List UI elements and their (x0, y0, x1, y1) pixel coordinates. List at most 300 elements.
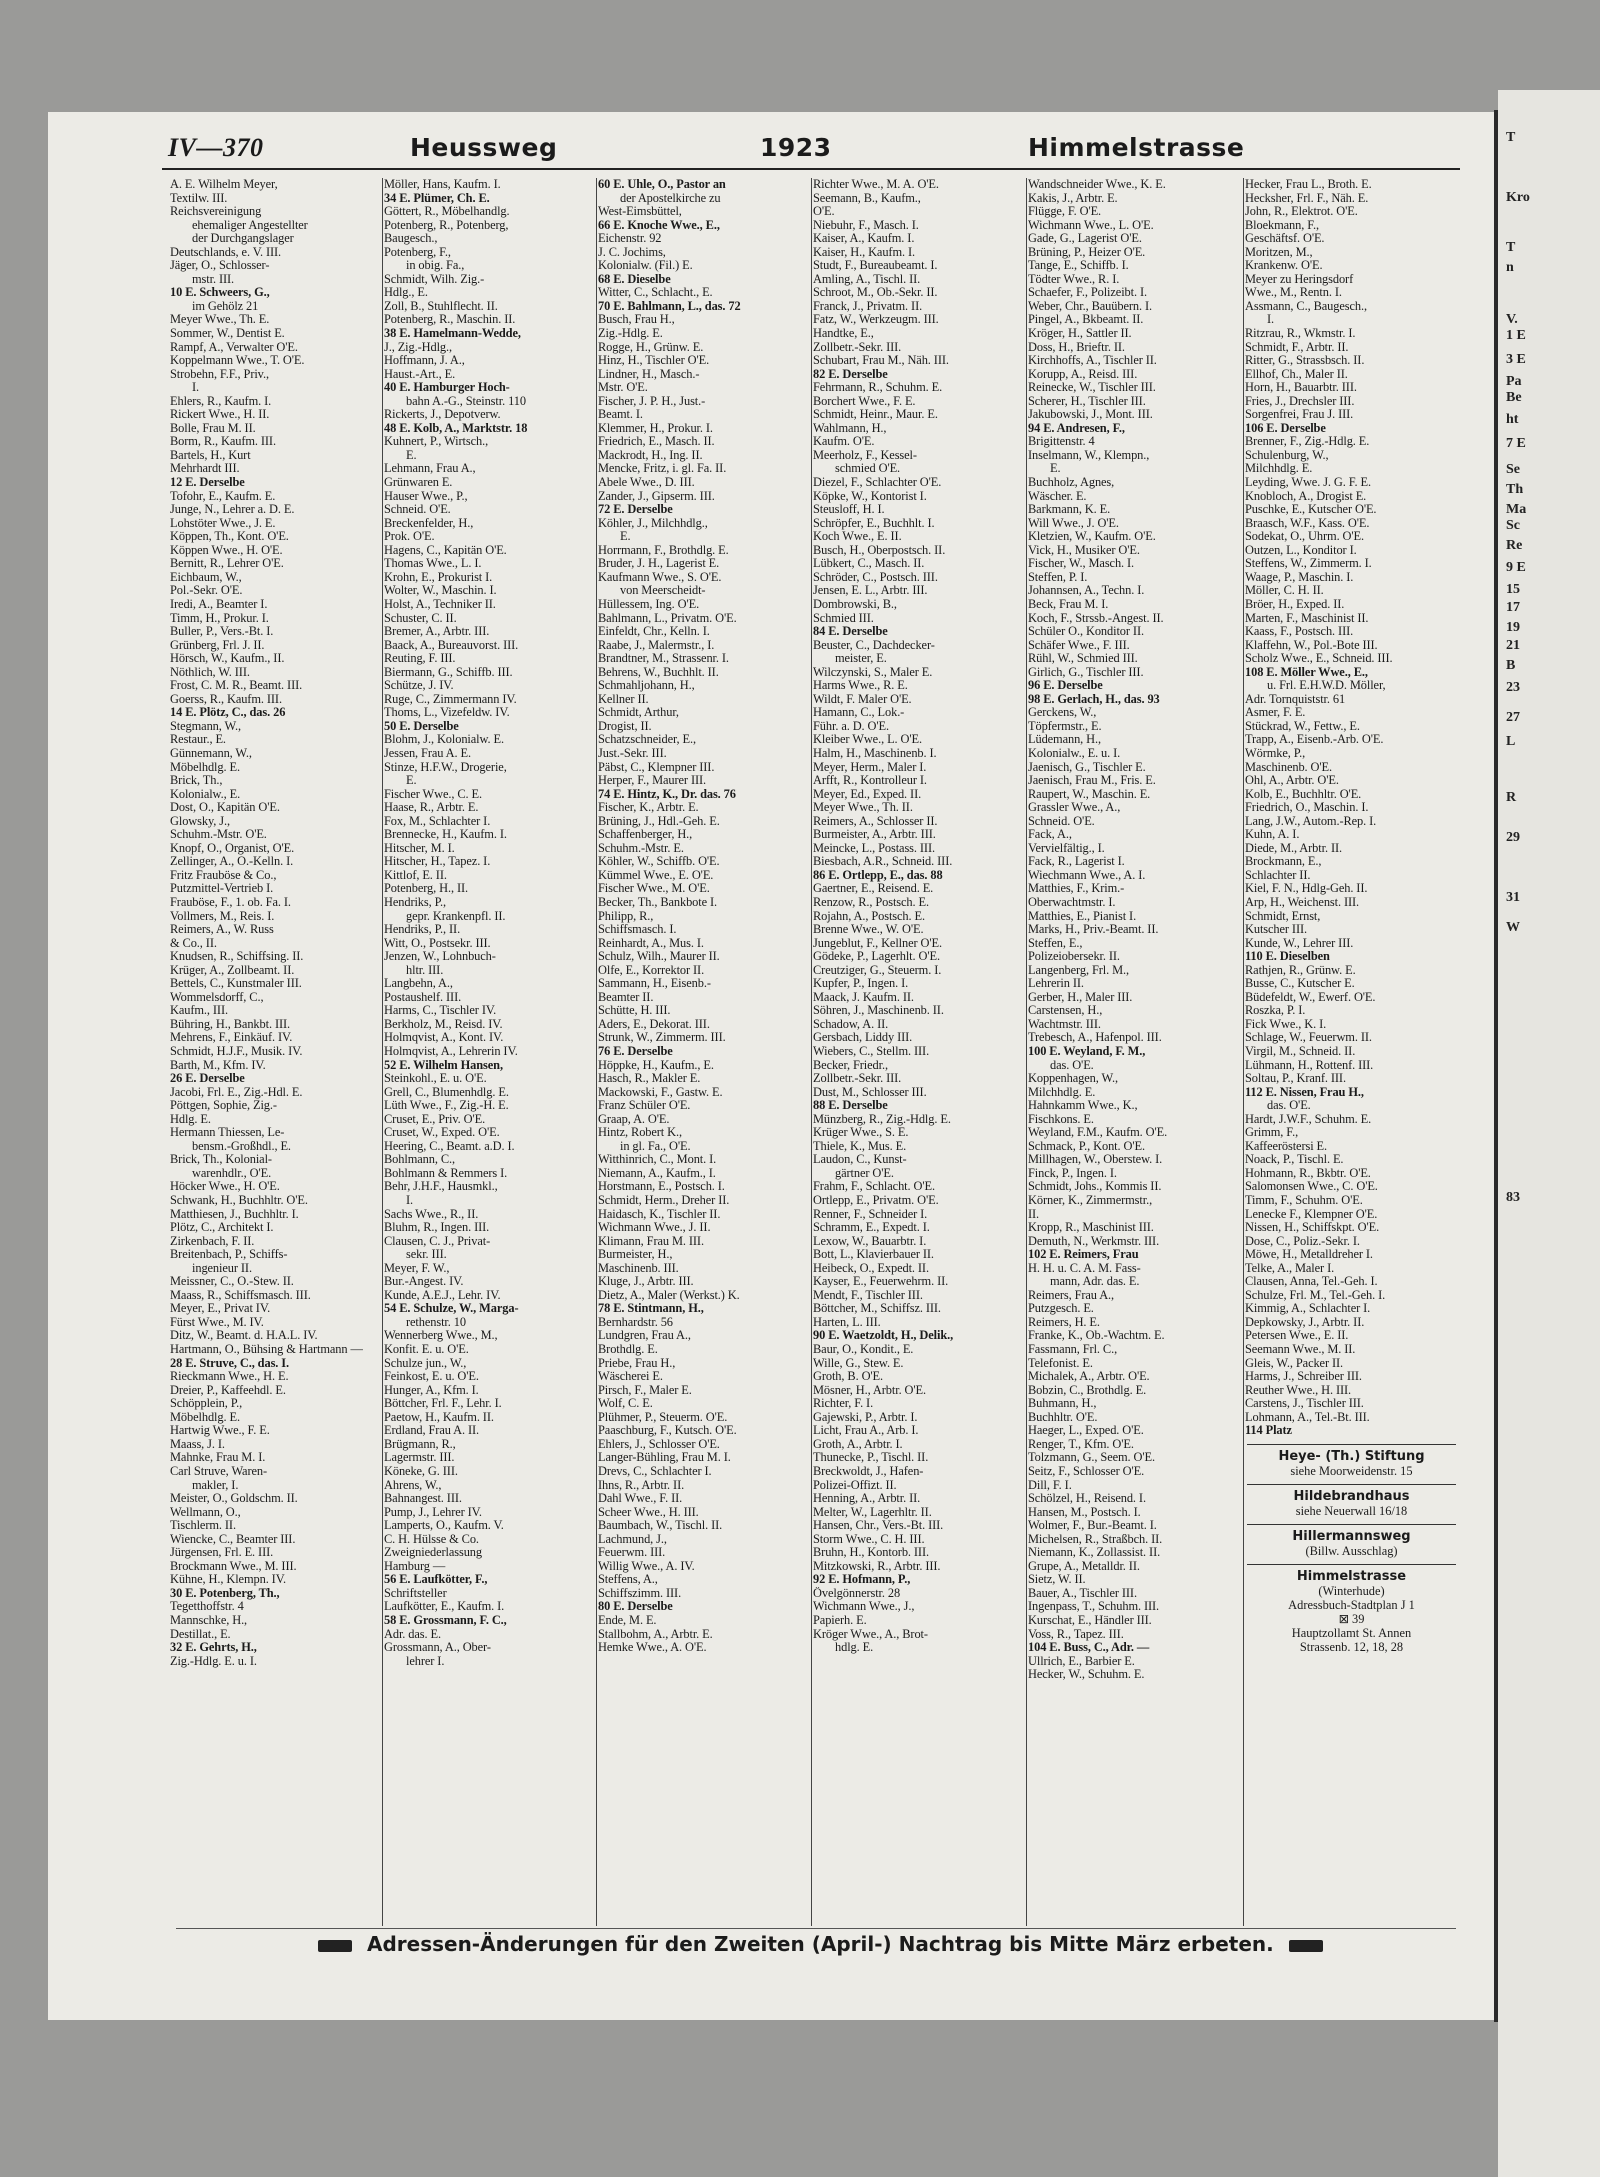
directory-entry: Hecker, W., Schuhm. E. (1028, 1668, 1145, 1682)
footer-notice (310, 1932, 1300, 1962)
directory-entry: Prok. O'E. (384, 530, 435, 544)
directory-entry: E. (406, 774, 417, 788)
directory-entry: Bröer, H., Exped. II. (1245, 597, 1345, 611)
directory-entry: Dietz, A., Maler (Werkst.) K. (598, 1288, 740, 1302)
directory-entry: 26 E. Derselbe (170, 1072, 245, 1086)
directory-entry: Waage, P., Maschin. I. (1245, 570, 1354, 584)
directory-entry: Willig Wwe., A. IV. (598, 1559, 695, 1573)
directory-entry: Rathjen, R., Grünw. E. (1245, 963, 1356, 977)
adjacent-page-fragment: Se (1506, 462, 1520, 477)
directory-entry: Gajewski, P., Arbtr. I. (813, 1410, 918, 1424)
directory-entry: 34 E. Plümer, Ch. E. (384, 191, 490, 205)
directory-entry: Marten, F., Maschinist II. (1245, 611, 1369, 625)
directory-entry: Wiechmann Wwe., A. I. (1028, 868, 1146, 882)
directory-entry: Carstensen, H., (1028, 1004, 1103, 1018)
directory-entry: Schaefer, F., Polizeibt. I. (1028, 286, 1147, 300)
directory-entry: Schröpfer, E., Buchhlt. I. (813, 516, 935, 530)
directory-entry: Inselmann, W., Klempn., (1028, 448, 1150, 462)
directory-entry: 96 E. Derselbe (1028, 679, 1103, 693)
directory-entry: bensm.-Großhdl., E. (192, 1139, 291, 1153)
directory-entry: Hagens, C., Kapitän O'E. (384, 543, 507, 557)
directory-entry: Doss, H., Brieftr. II. (1028, 340, 1125, 354)
directory-entry: Grupe, A., Metalldr. II. (1028, 1559, 1140, 1573)
info-box-title: Heye- (Th.) Stiftung (1278, 1448, 1425, 1464)
directory-entry: Nöthlich, W. III. (170, 665, 250, 679)
directory-entry: Plötz, C., Architekt I. (170, 1221, 274, 1235)
directory-entry: der Durchgangslager (192, 232, 294, 246)
directory-entry: Rickert Wwe., H. II. (170, 408, 270, 422)
directory-entry: Thunecke, P., Tischl. II. (813, 1451, 929, 1465)
directory-entry: Postaushelf. III. (384, 990, 462, 1004)
directory-entry: Reuther Wwe., H. III. (1245, 1383, 1352, 1397)
directory-entry: Hartmann, O., Bühsing & Hartmann — (170, 1343, 363, 1357)
directory-entry: E. (1050, 462, 1061, 476)
directory-entry: Bur.-Angest. IV. (384, 1275, 464, 1289)
directory-entry: Will Wwe., J. O'E. (1028, 516, 1119, 530)
directory-entry: Dreier, P., Kaffeehdl. E. (170, 1383, 286, 1397)
directory-entry: Ditz, W., Beamt. d. H.A.L. IV. (170, 1329, 318, 1343)
directory-entry: Fries, J., Drechsler III. (1245, 394, 1355, 408)
directory-entry: Fritz Frauböse & Co., (170, 868, 277, 882)
directory-entry: Ende, M. E. (598, 1613, 657, 1627)
directory-entry: Johannsen, A., Techn. I. (1028, 584, 1145, 598)
directory-entry: Textilw. III. (170, 191, 228, 205)
directory-entry: Rojahn, A., Postsch. E. (813, 909, 925, 923)
directory-entry: Reinecke, W., Tischler III. (1028, 381, 1156, 395)
directory-entry: Schatzschneider, E., (598, 733, 696, 747)
directory-entry: Lohmann, A., Tel.-Bt. III. (1245, 1410, 1370, 1424)
directory-entry: Köppen Wwe., H. O'E. (170, 543, 283, 557)
directory-entry: 50 E. Derselbe (384, 719, 459, 733)
directory-entry: Fassmann, Frl. C., (1028, 1343, 1118, 1357)
directory-entry: Kunde, A.E.J., Lehr. IV. (384, 1288, 501, 1302)
directory-entry: Iredi, A., Beamter I. (170, 597, 268, 611)
directory-entry: Glowsky, J., (170, 814, 230, 828)
directory-entry: Schulze, Frl. M., Tel.-Geh. I. (1245, 1288, 1386, 1302)
directory-entry: mstr. III. (192, 272, 235, 286)
directory-entry: Salomonsen Wwe., C. O'E. (1245, 1180, 1378, 1194)
directory-entry: Schramm, E., Expedt. I. (813, 1221, 930, 1235)
directory-entry: Möller, Hans, Kaufm. I. (384, 178, 501, 191)
directory-entry: Behrens, W., Buchhlt. II. (598, 665, 719, 679)
directory-entry: Kutscher III. (1245, 923, 1308, 937)
directory-entry: Brockmann, E., (1245, 855, 1322, 869)
directory-entry: Franz Schüler O'E. (598, 1099, 691, 1113)
directory-entry: Potenberg, H., II. (384, 882, 469, 896)
directory-entry: Feinkost, E. u. O'E. (384, 1370, 479, 1384)
directory-entry: Dombrowski, B., (813, 597, 897, 611)
directory-entry: C. H. Hülsse & Co. (384, 1532, 479, 1546)
directory-entry: Pingel, A., Bkbeamt. II. (1028, 313, 1144, 327)
directory-entry: Assmann, C., Baugesch., (1245, 299, 1367, 313)
directory-entry: Philipp, R., (598, 909, 654, 923)
directory-entry: makler, I. (192, 1478, 239, 1492)
directory-entry: Reimers, A., Schlosser II. (813, 814, 938, 828)
adjacent-page-fragment: 31 (1506, 890, 1520, 905)
directory-entry: Bloekmann, F., (1245, 218, 1320, 232)
directory-entry: Sammann, H., Eisenb.- (598, 977, 711, 991)
directory-entry: Mackrodt, H., Ing. II. (598, 448, 703, 462)
directory-entry: Matthies, E., Pianist I. (1028, 909, 1137, 923)
directory-entry: J. C. Jochims, (598, 245, 666, 259)
column-6 (1243, 178, 1460, 1926)
directory-entry: Arp, H., Weichenst. III. (1245, 895, 1360, 909)
directory-entry: Hörsch, W., Kaufm., II. (170, 652, 285, 666)
directory-entry: Baur, O., Kondit., E. (813, 1343, 914, 1357)
directory-entry: Weber, Chr., Bauübern. I. (1028, 299, 1153, 313)
directory-entry: Gerber, H., Maler III. (1028, 990, 1133, 1004)
adjacent-page-fragment: Pa (1506, 374, 1522, 389)
directory-entry: Reuting, F. III. (384, 652, 456, 666)
directory-entry: Borm, R., Kaufm. III. (170, 435, 276, 449)
directory-entry: Haeger, L., Exped. O'E. (1028, 1424, 1144, 1438)
directory-entry: Telefonist. E. (1028, 1356, 1093, 1370)
column-3 (596, 178, 812, 1926)
directory-entry: Schaffenberger, H., (598, 828, 693, 842)
directory-entry: 54 E. Schulze, W., Marga- (384, 1302, 519, 1316)
street-range-start: Heussweg (410, 133, 558, 162)
directory-entry: Sommer, W., Dentist E. (170, 327, 285, 341)
directory-entry: gepr. Krankenpfl. II. (406, 909, 506, 923)
directory-entry: Holst, A., Techniker II. (384, 597, 496, 611)
directory-entry: Mösner, H., Arbtr. O'E. (813, 1383, 927, 1397)
directory-entry: Scholz Wwe., E., Schneid. III. (1245, 652, 1393, 666)
directory-entry: Pump, J., Lehrer IV. (384, 1505, 482, 1519)
directory-entry: Köneke, G. III. (384, 1464, 458, 1478)
directory-entry: Girlich, G., Tischler III. (1028, 665, 1144, 679)
directory-entry: Fack, A., (1028, 828, 1072, 842)
directory-entry: Berkholz, M., Reisd. IV. (384, 1017, 503, 1031)
directory-entry: hltr. III. (406, 963, 444, 977)
directory-entry: Wwe., M., Rentn. I. (1245, 286, 1342, 300)
directory-entry: Mackowski, F., Gastw. E. (598, 1085, 723, 1099)
directory-entry: Steffens, A., (598, 1573, 658, 1587)
directory-entry: Rampf, A., Verwalter O'E. (170, 340, 298, 354)
adjacent-page-fragment: B (1506, 658, 1516, 673)
directory-entry: Witthinrich, C., Mont. I. (598, 1153, 717, 1167)
directory-entry: Baugesch., (384, 232, 438, 246)
directory-entry: Seitz, F., Schlosser O'E. (1028, 1464, 1145, 1478)
directory-entry: Soltau, P., Kranf. III. (1245, 1072, 1346, 1086)
directory-entry: 76 E. Derselbe (598, 1045, 673, 1058)
directory-entry: 80 E. Derselbe (598, 1600, 673, 1614)
directory-entry: Wilczynski, S., Maler E. (813, 665, 933, 679)
directory-entry: 98 E. Gerlach, H., das. 93 (1028, 692, 1160, 706)
info-box-line: siehe Moorweidenstr. 15 (1290, 1463, 1413, 1478)
directory-entry: Ingenpass, T., Schuhm. III. (1028, 1600, 1160, 1614)
directory-entry: Wommelsdorff, C., (170, 990, 264, 1004)
info-box (1247, 1484, 1456, 1518)
directory-entry: Grünberg, Frl. J. II. (170, 638, 265, 652)
directory-entry: Strunk, W., Zimmerm. III. (598, 1031, 726, 1045)
directory-entry: Demuth, N., Werkmstr. III. (1028, 1234, 1160, 1248)
directory-entry: Burmeister, A., Arbtr. III. (813, 828, 936, 842)
directory-entry: Bahnangest. III. (384, 1492, 462, 1506)
directory-entry: Graap, A. O'E. (598, 1112, 670, 1126)
directory-entry: Kellner II. (598, 692, 649, 706)
adjacent-page-fragment: V. (1506, 312, 1518, 327)
directory-entry: Tange, E., Schiffb. I. (1028, 259, 1129, 273)
directory-entry: Schmidt, Ernst, (1245, 909, 1321, 923)
directory-entry: Sorgenfrei, Frau J. III. (1245, 408, 1354, 422)
directory-entry: Wörmke, P., (1245, 746, 1306, 760)
adjacent-page-fragment: T (1506, 240, 1516, 255)
directory-entry: Adr. das. E. (384, 1627, 441, 1641)
directory-entry: Ehlers, J., Schlosser O'E. (598, 1437, 720, 1451)
directory-entry: Kaiser, A., Kaufm. I. (813, 232, 915, 246)
directory-entry: Milchhdlg. E. (1028, 1085, 1096, 1099)
directory-entry: Hansen, Chr., Vers.-Bt. III. (813, 1519, 944, 1533)
info-box-title: Himmelstrasse (1296, 1568, 1407, 1584)
directory-entry: Wolter, W., Maschin. I. (384, 584, 497, 598)
directory-entry: Kümmel Wwe., E. O'E. (598, 868, 714, 882)
directory-entry: 112 E. Nissen, Frau H., (1245, 1085, 1364, 1099)
directory-entry: Schulz, Wilh., Maurer II. (598, 950, 720, 964)
directory-entry: Aders, E., Dekorat. III. (598, 1017, 710, 1031)
adjacent-page-fragment: 3 E (1506, 352, 1526, 367)
directory-entry: II. (1028, 1207, 1040, 1221)
directory-entry: Hdlg. E. (170, 1112, 211, 1126)
directory-entry: Kluge, J., Arbtr. III. (598, 1275, 694, 1289)
directory-entry: Krohn, E., Prokurist I. (384, 570, 493, 584)
directory-entry: Gaertner, E., Reisend. E. (813, 882, 934, 896)
directory-entry: Hinz, H., Tischler O'E. (598, 354, 710, 368)
directory-entry: Fischer, J. P. H., Just.- (598, 394, 706, 408)
directory-entry: Schmidt, Herm., Dreher II. (598, 1194, 730, 1208)
directory-entry: Brick, Th., (170, 774, 223, 788)
directory-entry: Paetow, H., Kaufm. II. (384, 1410, 494, 1424)
directory-entry: Oberwachtmstr. I. (1028, 895, 1116, 909)
directory-entry: E. (620, 530, 631, 544)
directory-entry: Eichenstr. 92 (598, 232, 662, 246)
directory-entry: Münzberg, R., Zig.-Hdlg. E. (813, 1112, 951, 1126)
adjacent-page-fragment: R (1506, 790, 1517, 805)
directory-entry: Schröder, C., Postsch. III. (813, 570, 938, 584)
directory-entry: Hauser Wwe., P., (384, 489, 468, 503)
directory-entry: Dost, O., Kapitän O'E. (170, 801, 280, 815)
directory-entry: Frahm, F., Schlacht. O'E. (813, 1180, 935, 1194)
directory-entry: Schlachter II. (1245, 868, 1311, 882)
directory-entry: Dose, C., Poliz.-Sekr. I. (1245, 1234, 1360, 1248)
directory-entry: Pöttgen, Sophie, Zig.- (170, 1099, 277, 1113)
directory-entry: Grünwaren E. (384, 476, 453, 490)
directory-entry: Depkowsky, J., Arbtr. II. (1245, 1315, 1365, 1329)
directory-entry: Hintz, Robert K., (598, 1126, 682, 1140)
directory-entry: Millhagen, W., Oberstew. I. (1028, 1153, 1163, 1167)
directory-entry: Wandschneider Wwe., K. E. (1028, 178, 1166, 191)
directory-entry: Pol.-Sekr. O'E. (170, 584, 243, 598)
directory-entry: I. (192, 381, 200, 395)
directory-entry: 88 E. Derselbe (813, 1099, 888, 1113)
directory-entry: 38 E. Hamelmann-Wedde, (384, 327, 521, 341)
directory-entry: Schuster, C. II. (384, 611, 457, 625)
directory-entry: Haust.-Art., E. (384, 367, 456, 381)
directory-entry: Jenzen, W., Lohnbuch- (384, 950, 496, 964)
directory-entry: 78 E. Stintmann, H., (598, 1302, 704, 1316)
directory-entry: Witter, C., Schlacht., E. (598, 286, 713, 300)
info-box-line: siehe Neuerwall 16/18 (1295, 1503, 1408, 1518)
directory-entry: Ohl, A., Arbtr. O'E. (1245, 774, 1339, 788)
info-box-line: Hauptzollamt St. Annen (1291, 1625, 1412, 1640)
directory-entry: Kleiber Wwe., L. O'E. (813, 733, 922, 747)
directory-entry: Horrmann, F., Brothdlg. E. (598, 543, 729, 557)
directory-entry: Schöpplein, P., (170, 1397, 243, 1411)
directory-entry: Wichmann Wwe., L. O'E. (1028, 218, 1154, 232)
directory-entry: H. H. u. C. A. M. Fass- (1028, 1261, 1141, 1275)
directory-entry: Reimers, A., W. Russ (170, 923, 274, 937)
directory-entry: 30 E. Potenberg, Th., (170, 1586, 280, 1600)
directory-entry: Studt, F., Bureaubeamt. I. (813, 259, 938, 273)
adjacent-page-fragment: 29 (1506, 830, 1520, 845)
directory-entry: Klaffehn, W., Pol.-Bote III. (1245, 638, 1378, 652)
directory-entry: Brenne Wwe., W. O'E. (813, 923, 924, 937)
directory-entry: Koch, F., Strssb.-Angest. II. (1028, 611, 1164, 625)
footer-rule (176, 1928, 1456, 1929)
adjacent-page-fragment: n (1506, 260, 1514, 275)
directory-entry: Barkmann, K. E. (1028, 503, 1111, 517)
directory-entry: Michelsen, R., Straßbch. II. (1028, 1532, 1163, 1546)
directory-entry: J., Zig.-Hdlg., (384, 340, 453, 354)
directory-entry: Laufkötter, E., Kaufm. I. (384, 1600, 505, 1614)
directory-entry: Deutschlands, e. V. III. (170, 245, 282, 259)
directory-entry: 40 E. Hamburger Hoch- (384, 381, 510, 395)
directory-entry: Becker, Friedr., (813, 1058, 888, 1072)
directory-entry: Koppelmann Wwe., T. O'E. (170, 354, 305, 368)
directory-entry: Kühne, H., Klempn. IV. (170, 1573, 286, 1587)
directory-entry: Meyer, F. W., (384, 1261, 450, 1275)
directory-entry: u. Frl. E.H.W.D. Möller, (1267, 679, 1386, 693)
directory-entry: Lachmund, J., (598, 1532, 667, 1546)
directory-entry: Polizei-Offizt. II. (813, 1478, 897, 1492)
directory-entry: Paaschburg, F., Kutsch. O'E. (598, 1424, 737, 1438)
directory-entry: Wäscherei E. (598, 1370, 663, 1384)
adjacent-page-fragment: Be (1506, 390, 1522, 405)
directory-entry: Outzen, L., Konditor I. (1245, 543, 1357, 557)
directory-entry: Hohmann, R., Bkbtr. O'E. (1245, 1166, 1371, 1180)
directory-entry: Fatz, W., Werkzeugm. III. (813, 313, 939, 327)
directory-entry: Zweigniederlassung (384, 1546, 482, 1560)
directory-entry: Halm, H., Maschinenb. I. (813, 746, 937, 760)
directory-entry: 10 E. Schweers, G., (170, 286, 270, 300)
directory-entry: Scheer Wwe., H. III. (598, 1505, 699, 1519)
directory-entry: Päbst, C., Klempner III. (598, 760, 715, 774)
directory-entry: Rickerts, J., Depotverw. (384, 408, 501, 422)
directory-entry: Schiffsmasch. I. (598, 923, 677, 937)
directory-entry: Ortlepp, E., Privatm. O'E. (813, 1194, 939, 1208)
directory-entry: Ritzrau, R., Wkmstr. I. (1245, 327, 1356, 341)
directory-entry: Möller, C. H. II. (1245, 584, 1324, 598)
directory-entry: der Apostelkirche zu (620, 191, 721, 205)
directory-entry: Grimm, F., (1245, 1126, 1299, 1140)
directory-entry: Tegetthoffstr. 4 (170, 1600, 244, 1614)
directory-entry: Stückrad, W., Fettw., E. (1245, 719, 1360, 733)
directory-entry: 14 E. Plötz, C., das. 26 (170, 706, 286, 720)
directory-entry: Schütze, J. IV. (384, 679, 454, 693)
directory-entry: Stegmann, W., (170, 719, 241, 733)
directory-entry: Schriftsteller (384, 1586, 447, 1600)
directory-entry: Brick, Th., Kolonial- (170, 1153, 272, 1167)
directory-entry: Heibeck, O., Expedt. II. (813, 1261, 929, 1275)
directory-entry: lehrer I. (406, 1654, 445, 1668)
directory-entry: Tofohr, E., Kaufm. E. (170, 489, 276, 503)
directory-entry: Buller, P., Vers.-Bt. I. (170, 625, 274, 639)
adjacent-page-fragment: L (1506, 734, 1516, 749)
directory-entry: Renger, T., Kfm. O'E. (1028, 1437, 1134, 1451)
directory-entry: & Co., II. (170, 936, 217, 950)
directory-entry: Carstens, J., Tischler III. (1245, 1397, 1364, 1411)
directory-entry: Mannschke, H., (170, 1613, 248, 1627)
directory-entry: sekr. III. (406, 1248, 447, 1262)
directory-entry: Friedrich, E., Masch. II. (598, 435, 715, 449)
directory-entry: Meyer Wwe., Th. E. (170, 313, 270, 327)
adjacent-page-fragment: Re (1506, 538, 1523, 553)
directory-entry: Handtke, E., (813, 327, 874, 341)
directory-entry: Telke, A., Maler I. (1245, 1261, 1335, 1275)
directory-entry: ehemaliger Angestellter (192, 218, 308, 232)
directory-entry: Fox, M., Schlachter I. (384, 814, 491, 828)
directory-entry: Kimmig, A., Schlachter I. (1245, 1302, 1371, 1316)
directory-entry: 32 E. Gehrts, H., (170, 1641, 257, 1655)
directory-entry: Hartwig Wwe., F. E. (170, 1424, 270, 1438)
directory-entry: Puschke, E., Kutscher O'E. (1245, 503, 1377, 517)
directory-entry: Hecksher, Frl. F., Näh. E. (1245, 191, 1369, 205)
directory-entry: Zollbetr.-Sekr. III. (813, 340, 902, 354)
directory-entry: Seemann, B., Kaufm., (813, 191, 921, 205)
directory-entry: Schmidt, H.J.F., Musik. IV. (170, 1045, 303, 1058)
directory-entry: Lübkert, C., Masch. II. (813, 557, 925, 571)
directory-entry: 68 E. Dieselbe (598, 272, 671, 286)
directory-entry: Melter, W., Lagerhltr. II. (813, 1505, 932, 1519)
directory-entry: Breckwoldt, J., Hafen- (813, 1464, 924, 1478)
directory-entry: I. (1267, 313, 1275, 327)
directory-entry: Noack, P., Tischl. E. (1245, 1153, 1344, 1167)
directory-entry: Baumbach, W., Tischl. II. (598, 1519, 723, 1533)
directory-entry: 56 E. Laufkötter, F., (384, 1573, 488, 1587)
adjacent-page-fragment: 15 (1506, 582, 1520, 597)
directory-entry: Raupert, W., Maschin. E. (1028, 787, 1151, 801)
directory-entry: Hecker, Frau L., Broth. E. (1245, 178, 1372, 191)
directory-entry: Jessen, Frau A. E. (384, 746, 471, 760)
directory-entry: Renzow, R., Postsch. E. (813, 895, 929, 909)
directory-entry: Schuhm.-Mstr. E. (598, 841, 684, 855)
directory-entry: Zirkenbach, F. II. (170, 1234, 255, 1248)
directory-entry: Dill, F. I. (1028, 1478, 1072, 1492)
directory-entry: Biesbach, A.R., Schneid. III. (813, 855, 953, 869)
adjacent-page-fragment: ht (1506, 412, 1519, 427)
directory-entry: Voss, R., Tapez. III. (1028, 1627, 1124, 1641)
directory-entry: Kolonialw., E. (170, 787, 241, 801)
adjacent-page-fragment: 17 (1506, 600, 1520, 615)
directory-entry: Matthiesen, J., Buchhltr. I. (170, 1207, 299, 1221)
directory-entry: Hasch, R., Makler E. (598, 1072, 701, 1086)
adjacent-page-fragment: Kro (1506, 190, 1530, 205)
directory-entry: Fick Wwe., K. I. (1245, 1017, 1327, 1031)
column-5 (1026, 178, 1244, 1926)
directory-entry: Cruset, E., Priv. O'E. (384, 1112, 486, 1126)
directory-entry: Steffen, P. I. (1028, 570, 1088, 584)
info-box-line: ⊠ 39 (1338, 1611, 1365, 1626)
directory-entry: Nissen, H., Schiffskpt. O'E. (1245, 1221, 1380, 1235)
directory-entry: Bluhm, R., Ingen. III. (384, 1221, 490, 1235)
directory-entry: 100 E. Weyland, F. M., (1028, 1045, 1146, 1058)
directory-entry: Plühmer, P., Steuerm. O'E. (598, 1410, 728, 1424)
directory-entry: Kaass, F., Postsch. III. (1245, 625, 1354, 639)
info-box-line: Strassenb. 12, 18, 28 (1299, 1639, 1404, 1654)
directory-entry: Rogge, H., Grünw. E. (598, 340, 704, 354)
adjacent-page-fragment: 23 (1506, 680, 1520, 695)
directory-entry: Jürgensen, Frl. E. III. (170, 1546, 274, 1560)
directory-entry: Clausen, Anna, Tel.-Geh. I. (1245, 1275, 1378, 1289)
